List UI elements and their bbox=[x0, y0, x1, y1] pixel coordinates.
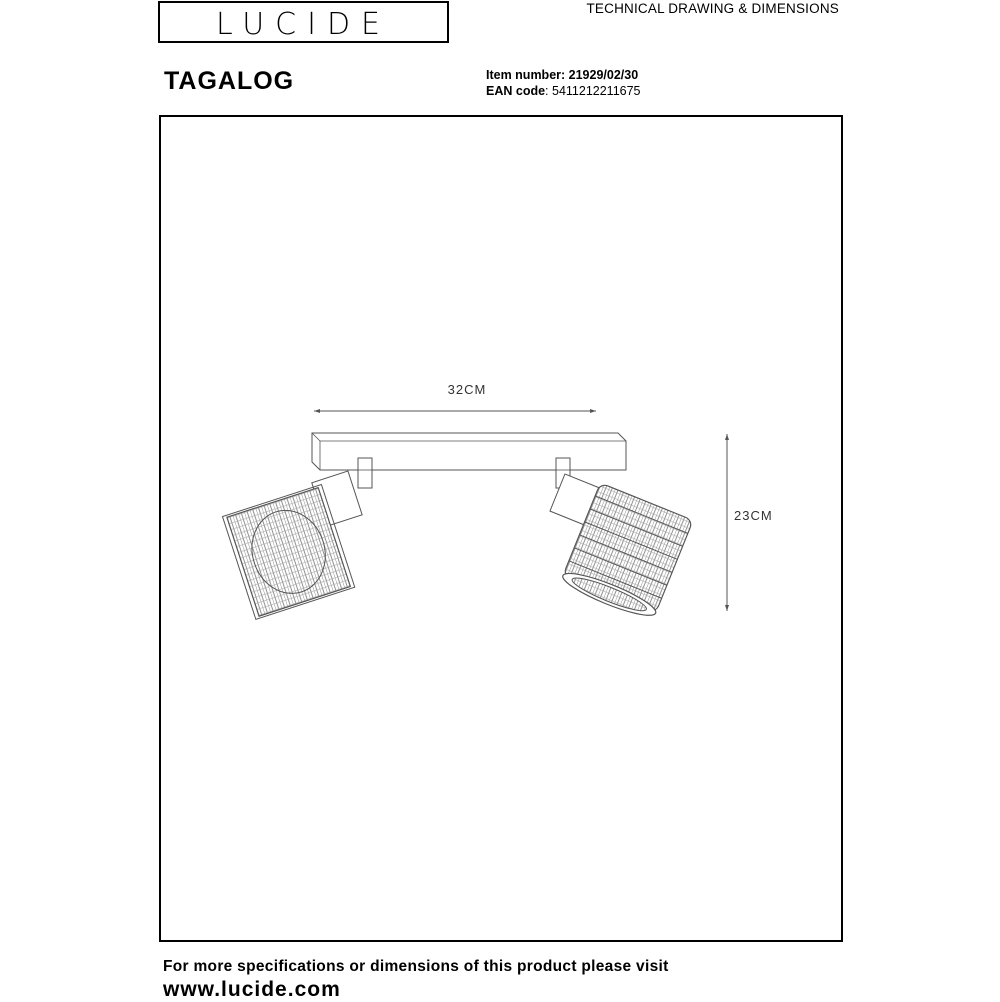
height-dimension bbox=[725, 434, 773, 611]
width-label: 32CM bbox=[447, 382, 487, 397]
footer-note: For more specifications or dimensions of this product please visit bbox=[163, 958, 669, 975]
document-title: TECHNICAL DRAWING & DIMENSIONS bbox=[586, 1, 839, 16]
website-link[interactable]: www.lucide.com bbox=[163, 978, 341, 1001]
width-dimension bbox=[314, 382, 596, 413]
ean-value: : 5411212211675 bbox=[545, 84, 641, 98]
item-number-label: Item number bbox=[486, 68, 562, 82]
brand-logo-text: LUCIDE bbox=[215, 7, 392, 42]
item-number-value: : 21929/02/30 bbox=[561, 68, 639, 82]
left-spot bbox=[222, 458, 372, 619]
product-name: TAGALOG bbox=[164, 67, 295, 95]
ean-label: EAN code bbox=[486, 84, 546, 98]
height-label: 23CM bbox=[734, 508, 773, 523]
right-spot bbox=[550, 458, 693, 622]
